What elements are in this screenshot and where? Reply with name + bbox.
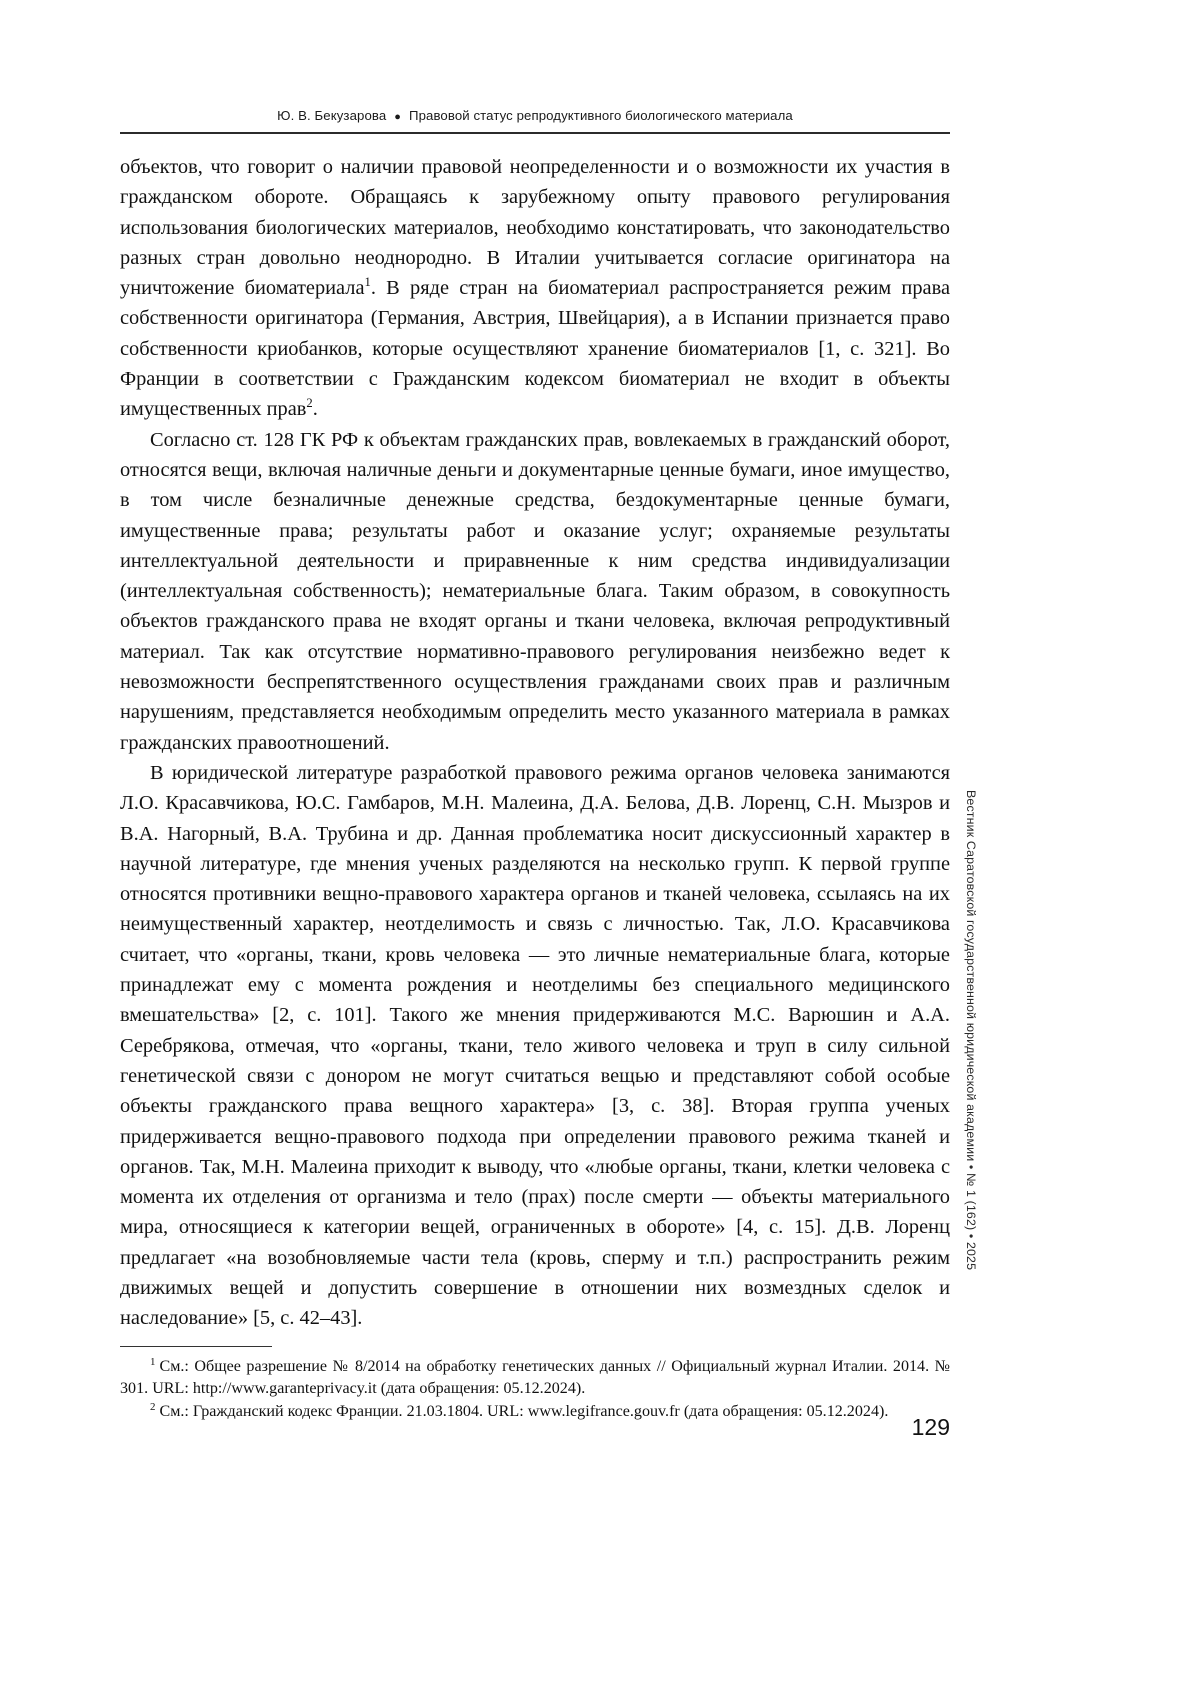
paragraph-3: В юридической литературе разработкой правового режима органов человека занимаются Л.О. Красавчикова, Ю.С. Гамбаров, М.Н. Малеина, Д.А. Белова, Д.В. Лоренц, С.Н. Мызров и В.А. Нагорный, В.А. Трубина и др. Данная проблематика носит дискуссионный характер в научной литературе, где мнения ученых разделяются на несколько групп. К первой группе относятся противники вещно-правового характера органов и тканей человека, ссылаясь на их неимущественный характер, неотделимость и связь с личностью. Так, Л.О. Красавчикова считает, что «органы, ткани, кровь человека — это личные нематериальные блага, которые принадлежат ему с момента рождения и неотделимы без специального медицинского вмешательства» [2, с. 101]. Такого же мнения придерживаются М.С. Варюшин и А.А. Серебрякова, отмечая, что «органы, ткани, тело живого человека и труп в силу сильной генетической связи с донором не могут считаться вещью и представляют собой особые объекты гражданского права вещного характера» [3, с. 38]. Вторая группа ученых придерживается вещно-правового подхода при определении правового режима тканей и органов. Так, М.Н. Малеина приходит к выводу, что «любые органы, ткани, клетки человека с момента их отделения от организма и тело (прах) после смерти — объекты материального мира, относящиеся к категории вещей, ограниченных в обороте» [4, с. 15]. Д.В. Лоренц предлагает «на возобновляемые части тела (кровь, сперму и т.п.) распространить режим движимых вещей и допустить совершение в отношении них возмездных сделок и наследование» [5, с. 42–43]. (120, 761, 950, 1330)
paragraph-1: объектов, что говорит о наличии правовой неопределенности и о возможности их участия в гражданском обороте. Обращаясь к зарубежному опыту правового регулирования использования биологических материалов, необходимо констатировать, что законодательство разных стран довольно неоднородно. В Италии учитывается согласие оригинатора на уничтожение биоматериала$^1$. В ряде стран на биоматериал распространяется режим права собственности оригинатора (Германия, Австрия, Швейцария), а в Испании признается право собственности криобанков, которые осуществляют хранение биоматериалов [1, с. 321]. Во Франции в соответствии с Гражданским кодексом биоматериал не входит в объекты имущественных прав$^2$. (120, 156, 950, 421)
footnotes (120, 1356, 950, 1425)
paragraph-2: Согласно ст. 128 ГК РФ к объектам гражданских прав, вовлекаемых в гражданский оборот, относятся вещи, включая наличные деньги и документарные ценные бумаги, иное имущество, в том числе безналичные денежные средства, бездокументарные ценные бумаги, имущественные права; результаты работ и оказание услуг; охраняемые результаты интеллектуальной деятельности и приравненные к ним средства индивидуализации (интеллектуальная собственность); нематериальные блага. Таким образом, в совокупность объектов гражданского права не входят органы и ткани человека, включая репродуктивный материал. Так как отсутствие нормативно-правового регулирования неизбежно ведет к невозможности беспрепятственного осуществления гражданами своих прав и различным нарушениям, представляется необходимым определить место указанного материала в рамках гражданских правоотношений. (120, 428, 950, 754)
running-head-author: Ю. В. Бекузарова (277, 108, 387, 123)
footnote-divider (120, 1346, 272, 1347)
footnote-marker: 2 (150, 1400, 156, 1413)
footnote-marker: 1 (150, 1355, 156, 1368)
running-head-divider (120, 132, 950, 134)
footnote-item (120, 1401, 950, 1423)
running-head-title: Правовой статус репродуктивного биологического материала (409, 108, 793, 123)
journal-side-text: Вестник Саратовской государственной юридической академии • № 1 (162) • 2025 (964, 790, 978, 1271)
footnote-item (120, 1356, 950, 1399)
running-head-separator: ● (394, 110, 402, 123)
body-text (120, 152, 950, 1334)
page-number: 129 (911, 1414, 950, 1440)
running-head (120, 108, 950, 123)
footnote-text: См.: Гражданский кодекс Франции. 21.03.1804. URL: www.legifrance.gouv.fr (дата обращения: 05.12.2024). (159, 1403, 889, 1421)
footnote-text: См.: Общее разрешение № 8/2014 на обработку генетических данных // Официальный журнал Италии. 2014. № 301. URL: http://www.garanteprivacy.it (дата обращения: 05.12.2024). (120, 1358, 950, 1397)
